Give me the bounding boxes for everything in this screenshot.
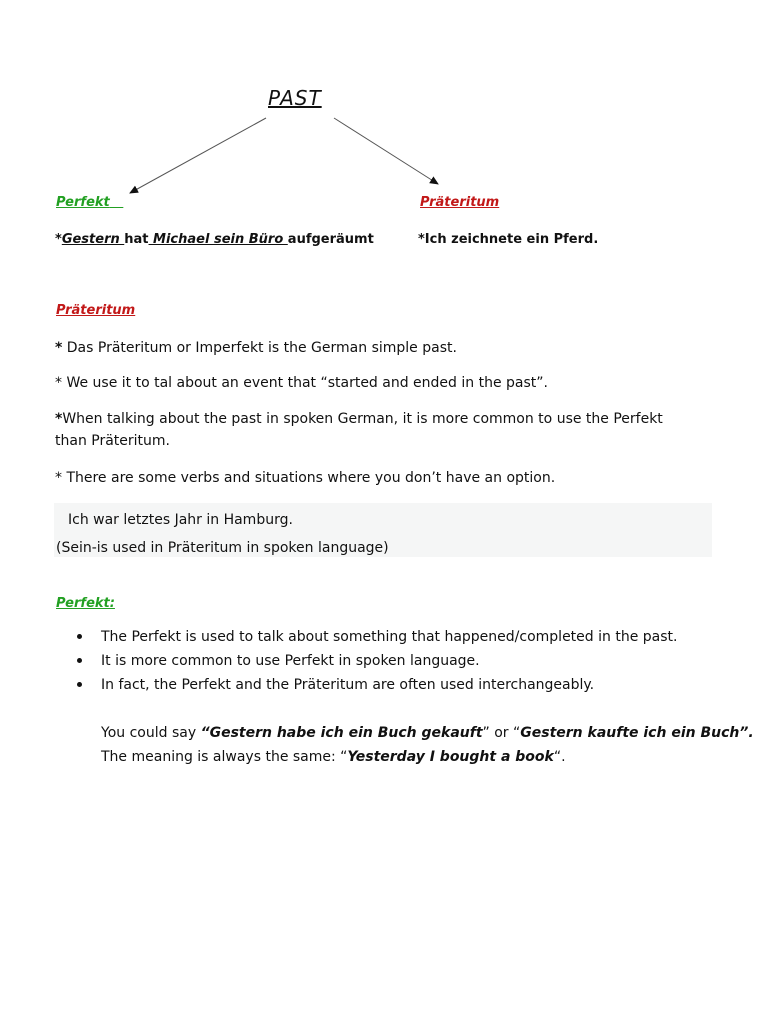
list-item: It is more common to use Perfekt in spoken language.	[76, 652, 677, 676]
example-say-line: You could say “Gestern habe ich ein Buch gekauft” or “Gestern kaufte ich ein Buch”.	[101, 725, 754, 741]
arrow-right	[334, 118, 438, 184]
perfekt-heading: Perfekt:	[56, 596, 115, 611]
prateritum-point-2: * We use it to tal about an event that “started and ended in the past”.	[55, 375, 548, 391]
example-note: (Sein-is used in Präteritum in spoken language)	[56, 540, 389, 556]
list-item: The Perfekt is used to talk about something that happened/completed in the past.	[76, 628, 677, 652]
example-sentence: Ich war letztes Jahr in Hamburg.	[68, 512, 293, 528]
meaning-line: The meaning is always the same: “Yesterday I bought a book“.	[101, 749, 566, 765]
prateritum-example: *Ich zeichnete ein Pferd.	[418, 232, 599, 247]
prateritum-point-1: * Das Präteritum or Imperfekt is the German simple past.	[55, 340, 457, 356]
diagram-title: PAST	[268, 86, 322, 110]
prateritum-point-3: *When talking about the past in spoken German, it is more common to use the Perfekt	[55, 411, 663, 427]
perfekt-label: Perfekt	[56, 195, 110, 210]
perfekt-bullet-list	[76, 628, 677, 700]
prateritum-point-4: * There are some verbs and situations where you don’t have an option.	[55, 470, 556, 486]
arrow-left	[130, 118, 266, 193]
list-item: In fact, the Perfekt and the Präteritum are often used interchangeably.	[76, 676, 677, 700]
prateritum-label: Präteritum	[420, 195, 500, 210]
prateritum-heading: Präteritum	[56, 303, 136, 318]
perfekt-example: *Gestern hat Michael sein Büro aufgeräumt	[55, 232, 374, 247]
prateritum-point-3-cont: than Präteritum.	[55, 433, 170, 449]
